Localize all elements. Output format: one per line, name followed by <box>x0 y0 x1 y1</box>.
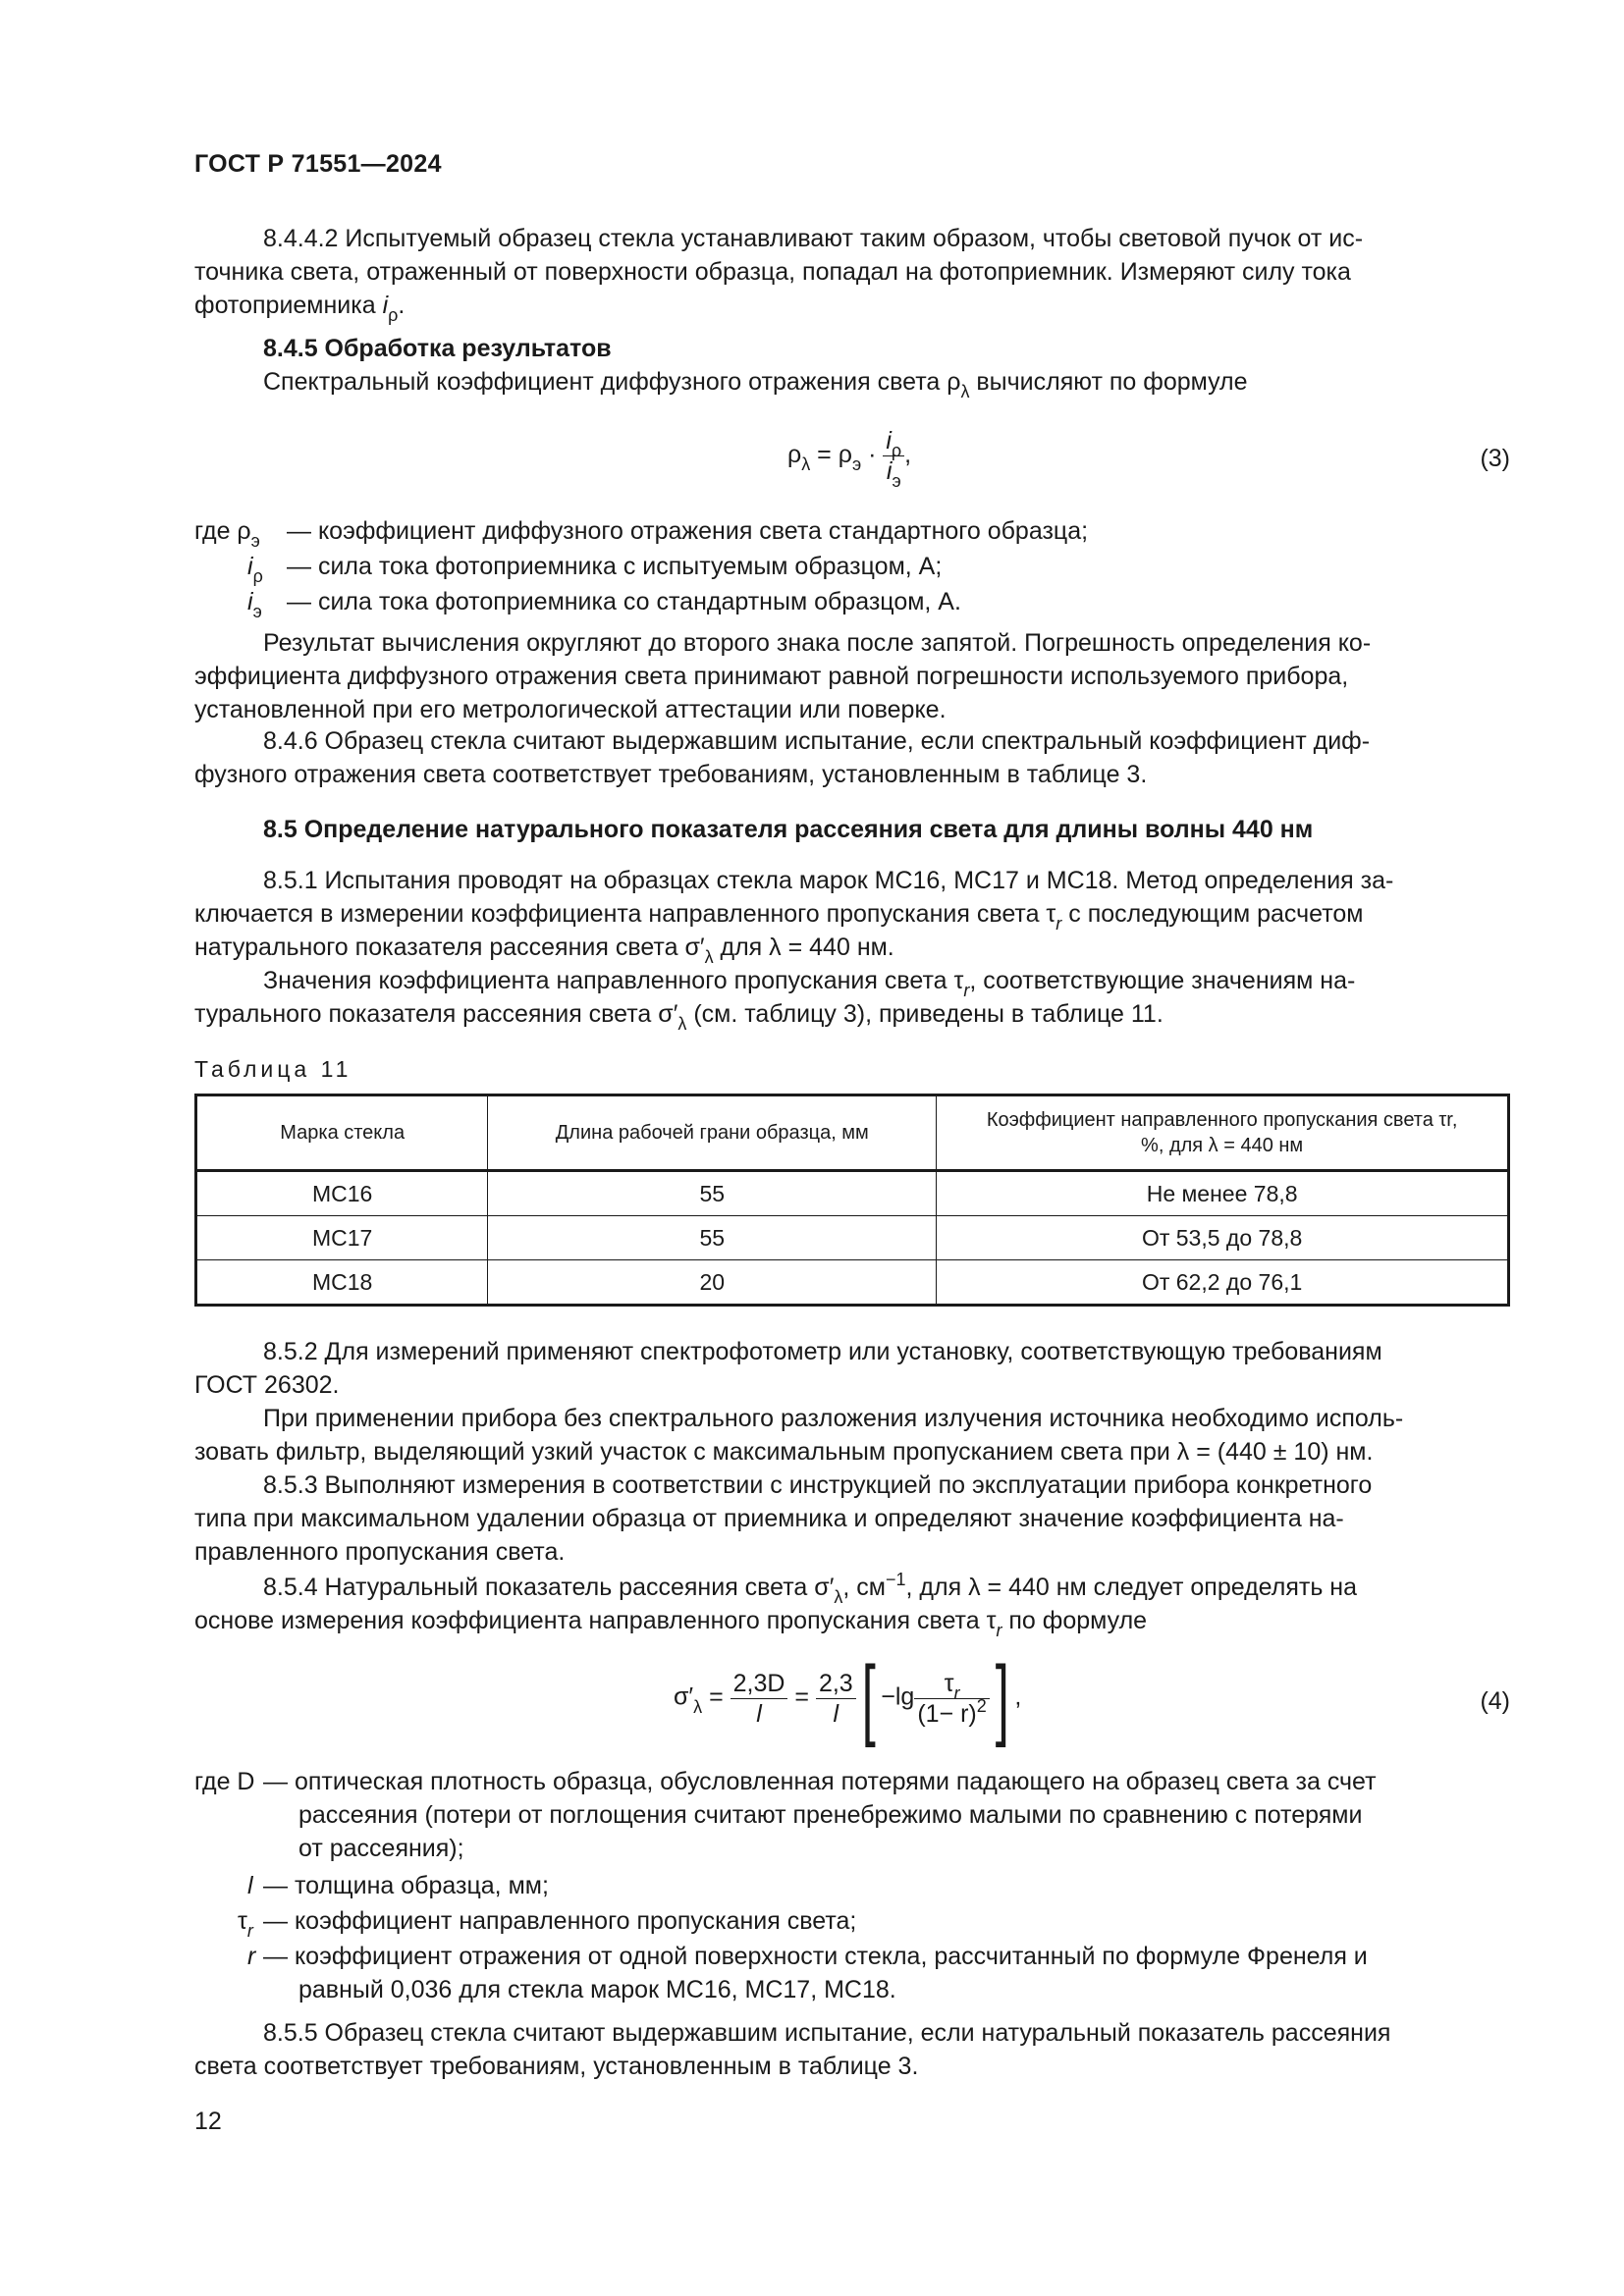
paragraph-8-5-1 <box>194 864 1510 1034</box>
fraction: $\frac{2,3}{l}$ <box>816 1669 856 1729</box>
where-continuation <box>298 1798 1510 1865</box>
where-item: где $\rho_э$ — коэффициент диффузного отражения света стандартного образца; <box>194 517 1089 551</box>
standard-header: ГОСТ Р 71551—2024 <box>194 150 442 178</box>
paragraph-8-4-4-2 <box>194 222 1510 325</box>
column-header: Длина рабочей грани образца, мм <box>488 1095 937 1171</box>
text-line: света соответствует требованиям, установленным в таблице 3. <box>194 2053 919 2080</box>
paragraph-result <box>194 626 1510 726</box>
text-line: рассеяния (потери от поглощения считают пренебрежимо малыми по сравнению с потерями <box>298 1801 1363 1829</box>
paragraph-8-5-5 <box>194 2016 1510 2083</box>
section-title: 8.5 Определение натурального показателя рассеяния света для длины волны 440 нм <box>263 816 1314 843</box>
text-line: 8.5.1 Испытания проводят на образцах стекла марок МС16, МС17 и МС18. Метод определения за- <box>263 867 1394 894</box>
paragraph-8-5-4 <box>194 1570 1510 1640</box>
paragraph-8-5-3 <box>194 1468 1510 1569</box>
paragraph-8-5-2 <box>194 1335 1510 1468</box>
table-11 <box>194 1094 1510 1307</box>
formula-4 <box>194 1648 1510 1751</box>
document-page <box>194 0 1510 2296</box>
text-line: установленной при его метрологической аттестации или поверке. <box>194 696 947 723</box>
text-line: 8.5.4 Натуральный показатель рассеяния света $\sigma'_\lambda$, $см^{-1}$, для λ = 440 нм следует определять на <box>263 1570 1358 1607</box>
text-line: фотоприемника $i_\rho$. <box>194 292 406 325</box>
section-title: 8.4.5 Обработка результатов <box>263 335 612 362</box>
paragraph-8-4-6 <box>194 724 1510 791</box>
text-line: Значения коэффициента направленного пропускания света $\tau_r$, соответствующие значениям на- <box>263 967 1356 1000</box>
text-line: 8.5.5 Образец стекла считают выдержавшим испытание, если натуральный показатель рассеяния <box>263 2019 1391 2047</box>
text-line: При применении прибора без спектрального разложения излучения источника необходимо исполь- <box>263 1405 1404 1432</box>
fraction: $\frac{\tau_r}{(1- r)^2}$ <box>914 1669 989 1729</box>
where-item: $i_\rho$ — сила тока фотоприемника с испытуемым образцом, А; <box>247 553 943 586</box>
text-line: ГОСТ 26302. <box>194 1371 340 1399</box>
text-line: натурального показателя рассеяния света $\sigma'_\lambda$ для λ = 440 нм. <box>194 934 894 967</box>
table-row <box>196 1260 1509 1306</box>
table-cell: МС16 <box>196 1171 488 1216</box>
text-line: типа при максимальном удалении образца от приемника и определяют значение коэффициента на- <box>194 1505 1344 1532</box>
where-item: r — коэффициент отражения от одной поверхности стекла, рассчитанный по формуле Френеля и <box>247 1943 1368 1970</box>
text-line: 8.5.3 Выполняют измерения в соответствии с инструкцией по эксплуатации прибора конкретного <box>263 1471 1373 1499</box>
table-header-row <box>196 1095 1509 1171</box>
table-caption: Таблица 11 <box>194 1056 352 1082</box>
table-cell: От 53,5 до 78,8 <box>937 1216 1509 1260</box>
text-line: зовать фильтр, выделяющий узкий участок с максимальным пропусканием света при λ = (440 ± 10) нм. <box>194 1438 1374 1466</box>
section-8-5 <box>194 813 1510 846</box>
fraction: $\frac{2,3D}{l}$ <box>731 1669 788 1729</box>
page-number: 12 <box>194 2108 222 2135</box>
formula-3-body: $\rho_\lambda = \rho_э$ · $\frac{i_\rho}{i_э}$ , <box>787 427 912 491</box>
formula-4-body: $\sigma'_\lambda$ = $\frac{2,3D}{l}$ = $\frac{2,3}{l}$ [ −lg $\frac{\tau_r}{(1- r)^2}$ ] , <box>674 1648 1022 1748</box>
table-cell: 20 <box>488 1260 937 1306</box>
column-header: Коэффициент направленного пропускания света τr, %, для λ = 440 нм <box>937 1095 1509 1171</box>
where-item: $i_э$ — сила тока фотоприемника со стандартным образцом, А. <box>247 588 961 621</box>
text-line: фузного отражения света соответствует требованиям, установленным в таблице 3. <box>194 761 1148 788</box>
text-line: эффициента диффузного отражения света принимают равной погрешности используемого прибора, <box>194 663 1349 690</box>
text-line: ключается в измерении коэффициента направленного пропускания света $\tau_r$ с последующим расчетом <box>194 900 1364 934</box>
where-continuation <box>298 1973 1510 2006</box>
text-line: правленного пропускания света. <box>194 1538 566 1566</box>
table-row <box>196 1171 1509 1216</box>
table-cell: 55 <box>488 1216 937 1260</box>
table-row <box>196 1216 1509 1260</box>
text-line: Спектральный коэффициент диффузного отражения света $\rho_\lambda$ вычисляют по формуле <box>263 368 1248 401</box>
table-cell: МС18 <box>196 1260 488 1306</box>
section-8-4-5 <box>194 332 1510 399</box>
formula-number: (4) <box>1480 1687 1510 1715</box>
table-cell: Не менее 78,8 <box>937 1171 1509 1216</box>
text-line: равный 0,036 для стекла марок МС16, МС17, МС18. <box>298 1976 896 2003</box>
fraction: $\frac{i_\rho}{i_э}$ <box>883 426 904 486</box>
text-line: от рассеяния); <box>298 1835 464 1862</box>
text-line: турального показателя рассеяния света $\sigma'_\lambda$ (см. таблицу 3), приведены в таблице 11. <box>194 1000 1164 1034</box>
text-line: точника света, отраженный от поверхности образца, попадал на фотоприемник. Измеряют силу тока <box>194 258 1351 286</box>
formula-3 <box>194 422 1510 501</box>
table-cell: От 62,2 до 76,1 <box>937 1260 1509 1306</box>
table-cell: МС17 <box>196 1216 488 1260</box>
text-line: основе измерения коэффициента направленного пропускания света $\tau_r$ по формуле <box>194 1607 1148 1640</box>
where-item: $\tau_r$ — коэффициент направленного пропускания света; <box>238 1907 857 1941</box>
formula-number: (3) <box>1480 445 1510 472</box>
where-item: l — толщина образца, мм; <box>247 1872 549 1899</box>
text-line: 8.4.6 Образец стекла считают выдержавшим испытание, если спектральный коэффициент диф- <box>263 727 1371 755</box>
column-header: Марка стекла <box>196 1095 488 1171</box>
text-line: 8.4.4.2 Испытуемый образец стекла устанавливают таким образом, чтобы световой пучок от ис- <box>263 225 1364 252</box>
text-line: Результат вычисления округляют до второго знака после запятой. Погрешность определения ко- <box>263 629 1372 657</box>
where-item: где D — оптическая плотность образца, обусловленная потерями падающего на образец света за счет <box>194 1768 1377 1795</box>
text-line: 8.5.2 Для измерений применяют спектрофотометр или установку, соответствующую требованиям <box>263 1338 1382 1365</box>
table-cell: 55 <box>488 1171 937 1216</box>
